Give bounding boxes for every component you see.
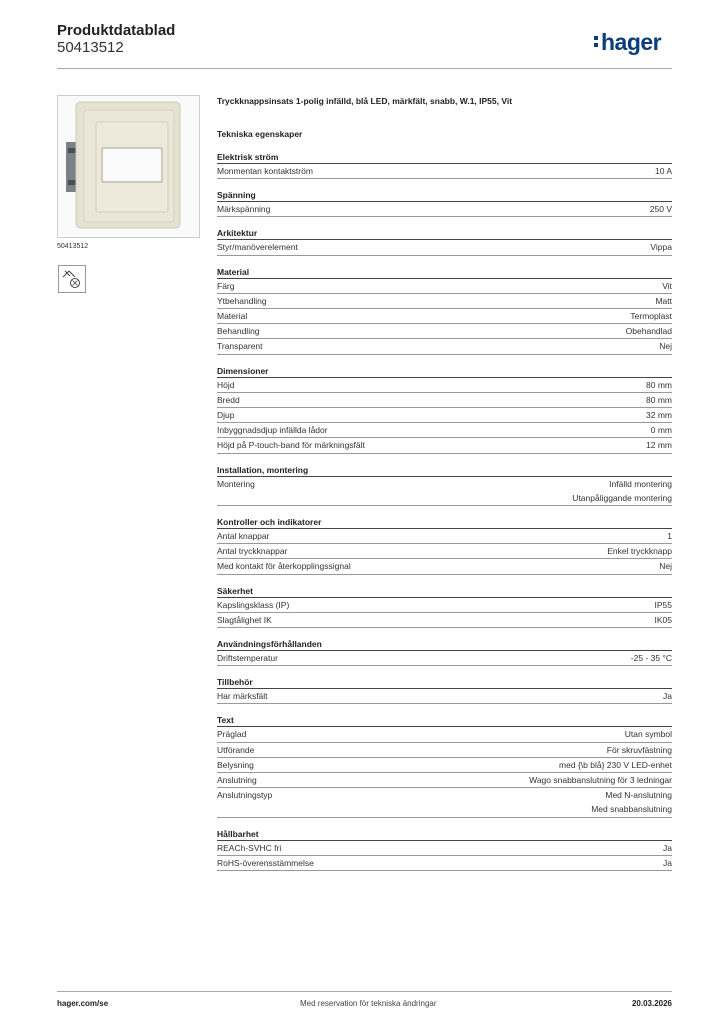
spec-value-line: Med snabbanslutning: [591, 804, 672, 815]
spec-value: [650, 202, 672, 216]
spec-value-line: Enkel tryckknapp: [607, 546, 672, 557]
spec-label: Har märksfält: [217, 691, 268, 702]
spec-value-line: 0 mm: [650, 425, 672, 436]
spec-value-line: 80 mm: [646, 379, 672, 390]
spec-value-line: IP55: [654, 599, 672, 610]
spec-row: [217, 598, 672, 613]
section-title: Material: [217, 266, 672, 279]
spec-value: [650, 240, 672, 254]
spec-value: [646, 393, 672, 407]
spec-label: Behandling: [217, 326, 260, 337]
spec-label: Belysning: [217, 759, 254, 770]
spec-row: [217, 758, 672, 773]
section-title: Användningsförhållanden: [217, 638, 672, 651]
spec-value: [662, 279, 672, 293]
spec-value: [663, 856, 672, 870]
spec-value: [655, 613, 673, 627]
spec-label: Höjd på P-touch-band för märkningsfält: [217, 440, 365, 451]
spec-value-line: Med N-anslutning: [605, 790, 672, 801]
section-title: Text: [217, 714, 672, 727]
spec-value-line: Termoplast: [630, 311, 672, 322]
spec-value: [646, 408, 672, 422]
section-title: Hållbarhet: [217, 828, 672, 841]
product-image: [57, 95, 200, 238]
spec-label: Transparent: [217, 341, 263, 352]
spec-row: [217, 477, 672, 506]
spec-value-line: För skruvfästning: [606, 744, 672, 755]
spec-label: Färg: [217, 280, 235, 291]
product-description: Tryckknappsinsats 1-polig infälld, blå LED, märkfält, snabb, W.1, IP55, Vit: [217, 96, 513, 106]
spec-label: Anslutning: [217, 775, 257, 786]
hager-logo[interactable]: [594, 30, 661, 54]
spec-label: Material: [217, 311, 248, 322]
logo-text: hager: [601, 29, 662, 55]
spec-value-line: Nej: [659, 561, 672, 572]
spec-value: [630, 309, 672, 323]
footer-date: 20.03.2026: [631, 999, 672, 1008]
spec-value-line: Infälld montering: [609, 478, 672, 489]
spec-label: Utförande: [217, 744, 255, 755]
header-divider: [57, 68, 672, 69]
spec-value-line: Nej: [659, 341, 672, 352]
spec-row: [217, 856, 672, 871]
spec-label: Ytbehandling: [217, 295, 267, 306]
spec-row: [217, 613, 672, 628]
flush-mount-icon: [58, 265, 86, 293]
product-number: 50413512: [57, 39, 124, 56]
spec-label: RoHS-överensstämmelse: [217, 857, 314, 868]
section-title: Säkerhet: [217, 585, 672, 598]
spec-section: [217, 585, 672, 628]
spec-row: [217, 294, 672, 309]
section-title: Elektrisk ström: [217, 151, 672, 164]
spec-section: [217, 266, 672, 355]
spec-value: [667, 529, 672, 543]
spec-row: [217, 559, 672, 574]
spec-section: [217, 151, 672, 179]
spec-value-line: Matt: [655, 295, 672, 306]
spec-value: [651, 423, 672, 437]
spec-section: [217, 189, 672, 217]
spec-label: Inbyggnadsdjup infällda lådor: [217, 425, 328, 436]
spec-label: Styr/manöverelement: [217, 242, 298, 253]
spec-value: [591, 788, 672, 816]
spec-row: [217, 529, 672, 544]
spec-row: [217, 438, 672, 453]
spec-sections: [217, 151, 672, 871]
spec-value: [663, 689, 672, 703]
spec-section: [217, 638, 672, 666]
spec-value: [529, 773, 672, 787]
spec-value-line: 80 mm: [646, 394, 672, 405]
spec-value: [607, 743, 672, 757]
spec-label: Präglad: [217, 729, 247, 740]
spec-value: [625, 727, 672, 741]
spec-value-line: 1: [667, 531, 672, 542]
spec-value: [646, 378, 672, 392]
spec-row: [217, 164, 672, 179]
image-caption: 50413512: [57, 243, 89, 250]
spec-row: [217, 544, 672, 559]
spec-section: [217, 516, 672, 575]
spec-row: [217, 393, 672, 408]
spec-section: [217, 227, 672, 255]
spec-value: [663, 841, 672, 855]
spec-value: [655, 598, 673, 612]
footer-disclaimer: Med reservation för tekniska ändringar: [300, 999, 437, 1008]
spec-value: [646, 438, 672, 452]
spec-label: Antal tryckknappar: [217, 546, 288, 557]
spec-value: [607, 544, 672, 558]
spec-row: [217, 279, 672, 294]
spec-row: [217, 773, 672, 788]
spec-label: Anslutningstyp: [217, 790, 273, 801]
spec-value-line: med {\b blå} 230 V LED-enhet: [559, 759, 672, 770]
section-title: Arkitektur: [217, 227, 672, 240]
spec-section: [217, 828, 672, 871]
spec-row: [217, 408, 672, 423]
spec-label: Kapslingsklass (IP): [217, 599, 290, 610]
spec-row: [217, 788, 672, 817]
section-title: Kontroller och indikatorer: [217, 516, 672, 529]
spec-value-line: Ja: [663, 691, 672, 702]
spec-row: [217, 378, 672, 393]
spec-section: [217, 464, 672, 506]
spec-value: [659, 339, 672, 353]
section-title: Spänning: [217, 189, 672, 202]
spec-value: [572, 477, 672, 505]
spec-label: Monmentan kontaktström: [217, 166, 313, 176]
spec-value: [631, 651, 672, 665]
section-title: Tillbehör: [217, 676, 672, 689]
footer-website[interactable]: hager.com/se: [57, 999, 109, 1008]
spec-value-line: -25 - 35 °C: [630, 653, 672, 664]
spec-section: [217, 714, 672, 817]
spec-content: [217, 96, 672, 881]
spec-value-line: 12 mm: [646, 440, 672, 451]
spec-label: Höjd: [217, 379, 235, 390]
spec-row: [217, 651, 672, 666]
section-title: Dimensioner: [217, 365, 672, 378]
spec-row: [217, 841, 672, 856]
spec-label: Driftstemperatur: [217, 653, 278, 664]
spec-row: [217, 339, 672, 354]
spec-label: Märkspänning: [217, 204, 271, 215]
spec-row: [217, 423, 672, 438]
tech-properties-heading: Tekniska egenskaper: [217, 129, 303, 139]
spec-value-line: Vippa: [650, 242, 672, 253]
spec-value-line: Ja: [663, 842, 672, 853]
spec-value-line: Wago snabbanslutning för 3 ledningar: [529, 775, 672, 786]
logo-dots-icon: [594, 36, 599, 50]
spec-value: [655, 294, 672, 308]
header: [57, 22, 175, 56]
spec-label: Antal knappar: [217, 531, 270, 542]
spec-value: [626, 324, 672, 338]
spec-label: Djup: [217, 410, 235, 421]
spec-value-line: Obehandlad: [625, 326, 672, 337]
spec-row: [217, 727, 672, 742]
spec-row: [217, 202, 672, 217]
spec-label: REACh-SVHC fri: [217, 842, 282, 853]
spec-value: [559, 758, 672, 772]
spec-label: Slagtålighet IK: [217, 614, 272, 625]
spec-value-line: IK05: [654, 614, 672, 625]
spec-value-line: 250 V: [649, 204, 672, 215]
spec-row: [217, 240, 672, 255]
page-title: Produktdatablad: [57, 22, 176, 39]
spec-label: Med kontakt för återkopplingssignal: [217, 561, 351, 572]
spec-value-line: Ja: [663, 857, 672, 868]
spec-row: [217, 324, 672, 339]
spec-value-line: Utan symbol: [624, 729, 672, 740]
spec-value-line: Utanpåliggande montering: [572, 492, 672, 503]
spec-label: Bredd: [217, 394, 240, 405]
footer-divider: [57, 991, 672, 992]
spec-value-line: 32 mm: [646, 410, 672, 421]
spec-value: [655, 164, 672, 178]
spec-row: [217, 309, 672, 324]
spec-value: [659, 559, 672, 573]
spec-label: Montering: [217, 478, 255, 489]
spec-value-line: 10 A: [654, 166, 672, 176]
spec-row: [217, 743, 672, 758]
spec-row: [217, 689, 672, 704]
spec-value-line: Vit: [662, 280, 672, 291]
spec-section: [217, 365, 672, 454]
section-title: Installation, montering: [217, 464, 672, 477]
spec-section: [217, 676, 672, 704]
